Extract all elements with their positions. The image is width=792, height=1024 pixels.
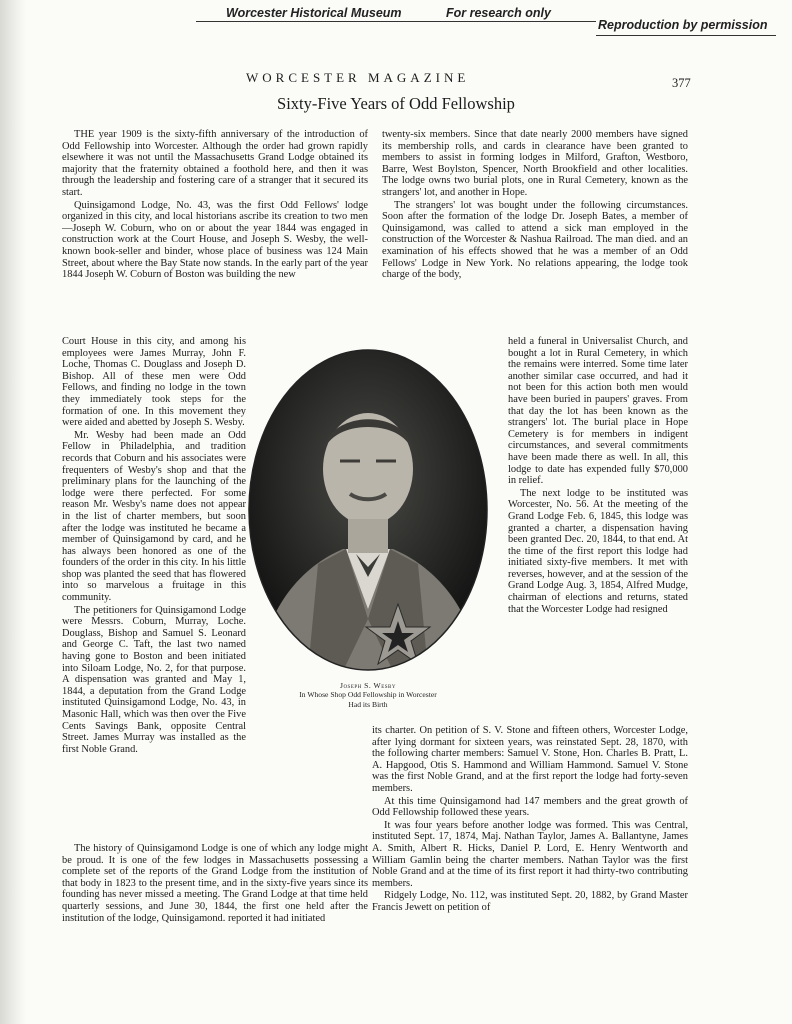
paragraph: twenty-six members. Since that date nearly 2000 members have signed its membership rolls, and cards in clearance have been granted to members to assist in forming lodges in Milford, Grafton, Westboro, Barre, West Boylston, Spencer, North Brookfield and other localities. The lodge owns two burial plots, one in Rural Cemetery, known as the strangers' lot, and another in Hope. (382, 129, 688, 198)
paragraph: Quinsigamond Lodge, No. 43, was the first Odd Fellows' lodge organized in this city, and local historians ascribe its creation to two men—Joseph W. Coburn, who on or about the year 1844 was engaged in construction work at the Court House, and Joseph S. Wesby, the well-known book-seller and binder, whose place of business was 124 Main Street, about where the Bay State now stands. In the early part of the year 1844 Joseph W. Coburn of Boston was building the new (62, 199, 368, 281)
caption-line: In Whose Shop Odd Fellowship in Worcester (299, 690, 437, 700)
banner-research: For research only (446, 6, 551, 20)
caption-name: Joseph S. Wesby (339, 681, 397, 690)
right-column-top (382, 129, 688, 281)
right-column-middle (508, 336, 688, 615)
page-number: 377 (672, 76, 691, 90)
paragraph: It was four years before another lodge was formed. This was Central, instituted Sept. 17, 1874, Maj. Nathan Taylor, James A. Ballantyne, James A. Smith, Albert R. Hicks, Daniel P. Lord, E. Henry Wentworth and William Gamlin being the charter members. Nathan Taylor was the first Noble Grand and at the time of its first report it had thirty-two contributing members. (372, 819, 688, 889)
left-column-top (62, 129, 368, 281)
paragraph: Ridgely Lodge, No. 112, was instituted Sept. 20, 1882, by Grand Master Francis Jewett on petition of (372, 890, 688, 913)
paragraph: its charter. On petition of S. V. Stone and fifteen others, Worcester Lodge, after lying dormant for sixteen years, was reinstated Sept. 28, 1870, with the following charter members: Samuel V. Stone, Hon. Charles B. Pratt, L. A. Hapgood, Otis S. Hammond and William Hammond. Samuel V. Stone was the first Noble Grand, and at the first report the lodge had forty-seven members. (372, 725, 688, 794)
paragraph: At this time Quinsigamond had 147 members and the great growth of Odd Fellowship followed these years. (372, 795, 688, 819)
paragraph: Court House in this city, and among his employees were James Murray, John F. Loche, Thomas C. Douglass and Joseph D. Bishop. All of these men were Odd Fellows, and finding no lodge in the town they immediately took steps for the formation of one. In this movement they were aided and abetted by Joseph S. Wesby. (62, 336, 246, 429)
paragraph: The next lodge to be instituted was Worcester, No. 56. At the meeting of the Grand Lodge Feb. 6, 1845, this lodge was granted a charter, a dispensation having been granted Dec. 20, 1844, to that end. At the time of the first report this lodge had initiated sixty-five members. It met with reverses, however, and at the session of the Grand Lodge Aug. 3, 1854, Alfred Mudge, chairman of elections and returns, stated that the Worcester Lodge had resigned (508, 487, 688, 615)
paragraph: The petitioners for Quinsigamond Lodge were Messrs. Coburn, Murray, Loche. Douglass, Bishop and Samuel S. Leonard and George C. Taft, the last two named having gone to Boston and been initiated into Siloam Lodge, No. 2, for that purpose. A dispensation was granted and May 1, 1844, a deputation from the Grand Lodge instituted Quinsigamond Lodge, No. 43, in Masonic Hall, which was then over the Five Cents Savings Bank, opposite Central Street. James Murray was installed as the first Noble Grand. (62, 604, 246, 755)
paragraph: THE year 1909 is the sixty-fifth anniversary of the introduction of Odd Fellowship into Worcester. Although the order had grown rapidly elsewhere it was not until the Massachusetts Grand Lodge obtained its majority that the fraternity obtained a foothold here, and then it was through the leadership and fostering care of a stranger that it secured its start. (62, 129, 368, 198)
portrait-caption (252, 681, 484, 709)
article-title: Sixty-Five Years of Odd Fellowship (277, 94, 515, 113)
left-column-middle (62, 336, 246, 755)
right-column-bottom (372, 725, 688, 914)
paragraph: held a funeral in Universalist Church, and bought a lot in Rural Cemetery, in which the remains were interred. Some time later another similar case occurred, and had it not been for this action both men would have been buried in paupers' graves. From that day the lot has been known as the strangers' lot. The burial place in Hope Cemetery is for members in indigent circumstances, and several commitments have been made there as well. In all, this lodge to date has expended fully $70,000 in relief. (508, 336, 688, 487)
paragraph: Mr. Wesby had been made an Odd Fellow in Philadelphia, and tradition records that Coburn and his associates were frequenters of Wesby's shop and that the preliminary plans for the launching of the lodge were there perfected. For some reason Mr. Wesby's name does not appear in the list of charter members, but soon after the lodge was instituted he became a member of Quinsigamond by card, and he has always been honored as one of the founders of the order in this city. In his little shop was planted the seed that has flowered into so marvelous a fruitage in this community. (62, 429, 246, 604)
scan-edge (0, 0, 26, 1024)
banner-underline (196, 21, 596, 22)
paragraph: The strangers' lot was bought under the following circumstances. Soon after the formation of the lodge Dr. Joseph Bates, a member of Quinsigamond, was called to attend a sick man employed in the construction of the Worcester & Nashua Railroad. The man died. and an examination of his effects showed that he was a member of an Odd Fellows' Lodge in New York. No relations appearing, the lodge took charge of the body, (382, 199, 688, 281)
archive-banner (196, 4, 786, 34)
banner-underline-right (596, 35, 776, 36)
caption-line: Had its Birth (348, 699, 388, 709)
portrait-photo (248, 349, 488, 671)
paragraph: The history of Quinsigamond Lodge is one of which any lodge might be proud. It is one of the few lodges in Massachusetts possessing a complete set of the reports of the Grand Lodge from the institution of that body in 1823 to the present time, and in the sixty-five years since its founding has never missed a meeting. The Grand Lodge at that time held quarterly sessions, and June 30, 1844, the first one held after the institution of the lodge, Quinsigamond. reported it had initiated (62, 843, 368, 924)
left-column-bottom (62, 843, 368, 924)
magazine-name: WORCESTER MAGAZINE (246, 70, 470, 85)
banner-reproduction: Reproduction by permission (598, 18, 768, 32)
banner-museum: Worcester Historical Museum (226, 6, 402, 20)
